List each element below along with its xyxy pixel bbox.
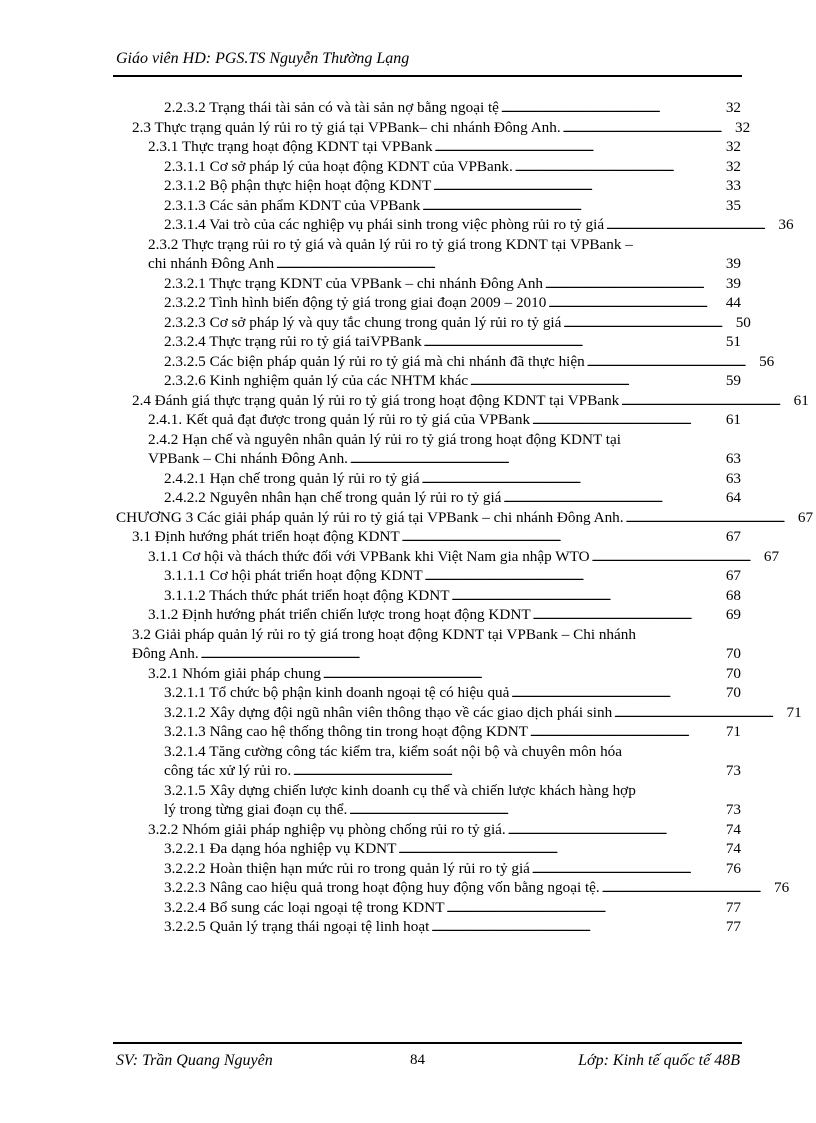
toc-entry-page: 59 [725, 372, 741, 389]
toc-entry-page: 67 [797, 508, 814, 526]
toc-entry-title: 2.3.1.1 Cơ sở pháp lý của hoạt động KDNT của VPBank. [164, 157, 513, 175]
toc-entry-page: 73 [725, 762, 741, 779]
toc-entry-page: 68 [725, 586, 741, 604]
toc-entry-page: 70 [725, 684, 741, 701]
toc-entry[interactable] [116, 917, 741, 937]
toc-entry[interactable] [116, 215, 794, 235]
toc-leader-dots [530, 722, 711, 744]
header-divider [113, 75, 742, 77]
toc-entry[interactable] [116, 98, 741, 118]
toc-leader-dots [533, 605, 711, 627]
toc-leader-dots [398, 839, 711, 861]
toc-entry-title: 3.2.1.4 Tăng cường công tác kiểm tra, kiểm soát nội bộ và chuyên môn hóa [164, 742, 622, 760]
toc-entry-title: 2.3.2 Thực trạng rủi ro tỷ giá và quản lý rủi ro tỷ giá trong KDNT tại VPBank – [148, 235, 633, 253]
toc-entry-page: 70 [725, 664, 741, 682]
toc-entry-title: 3.1 Định hướng phát triển hoạt động KDNT [132, 528, 400, 545]
toc-entry[interactable] [116, 547, 780, 567]
toc-leader-dots [587, 352, 745, 374]
toc-entry[interactable] [116, 332, 741, 352]
toc-leader-dots [614, 703, 772, 725]
toc-leader-dots [606, 215, 764, 237]
toc-entry-title: 2.3.2.3 Cơ sở pháp lý và quy tắc chung trong quản lý rủi ro tỷ giá [164, 313, 562, 331]
toc-entry-title: CHƯƠNG 3 Các giải pháp quản lý rủi ro tỷ giá tại VPBank – chi nhánh Đông Anh. [116, 508, 624, 526]
toc-entry-page: 73 [725, 801, 741, 818]
toc-entry-title: 2.3.2.2 Tình hình biến động tỷ giá trong giai đoạn 2009 – 2010 [164, 294, 547, 311]
toc-entry-page: 76 [725, 859, 741, 877]
toc-entry-page: 77 [725, 918, 741, 935]
toc-leader-dots [503, 488, 711, 510]
toc-entry[interactable] [116, 410, 741, 430]
toc-entry[interactable] [116, 469, 741, 489]
footer-divider [113, 1042, 742, 1044]
toc-leader-dots [501, 98, 711, 120]
toc-entry[interactable] [116, 605, 741, 625]
toc-leader-dots [626, 508, 784, 530]
toc-leader-dots [422, 196, 711, 218]
toc-entry-title: 2.2.3.2 Trạng thái tài sản có và tài sản nợ bằng ngoại tệ [164, 99, 499, 116]
toc-entry[interactable] [116, 664, 741, 684]
toc-entry[interactable] [116, 839, 741, 859]
toc-entry-title: 3.1.1.2 Thách thức phát triển hoạt động KDNT [164, 586, 450, 604]
toc-entry-page: 32 [725, 157, 741, 175]
toc-entry-title: 2.3.2.6 Kinh nghiệm quản lý của các NHTM khác [164, 372, 469, 389]
toc-entry-title: 3.2 Giải pháp quản lý rủi ro tỷ giá trong hoạt động KDNT tại VPBank – Chi nhánh [132, 625, 636, 643]
toc-entry-page: 67 [725, 567, 741, 584]
toc-entry-page: 63 [725, 450, 741, 467]
toc-entry[interactable] [116, 488, 741, 508]
toc-entry[interactable] [116, 352, 775, 372]
toc-leader-dots [621, 391, 779, 413]
toc-entry-page: 67 [725, 528, 741, 545]
toc-entry-page: 56 [759, 352, 775, 370]
toc-leader-dots [548, 293, 711, 315]
toc-entry-page: 63 [725, 469, 741, 487]
toc-entry-title: 2.4.1. Kết quả đạt được trong quản lý rủi ro tỷ giá của VPBank [148, 411, 531, 428]
toc-leader-dots [422, 469, 711, 491]
toc-entry-page: 61 [725, 411, 741, 428]
toc-leader-dots [470, 371, 711, 393]
toc-entry[interactable] [116, 196, 741, 216]
toc-entry-title: 3.2.1.1 Tổ chức bộ phận kinh doanh ngoại tệ có hiệu quả [164, 684, 510, 701]
toc-entry[interactable] [116, 293, 741, 313]
toc-entry-title: 3.2.1.5 Xây dựng chiến lược kinh doanh cụ thể và chiến lược khách hàng hợp [164, 781, 636, 799]
toc-entry-title: 3.2.1 Nhóm giải pháp chung [148, 664, 321, 682]
toc-leader-dots [532, 859, 711, 881]
toc-entry[interactable] [116, 781, 741, 820]
toc-entry-title: 2.3.1.2 Bộ phận thực hiện hoạt động KDNT [164, 177, 432, 194]
toc-leader-dots [563, 313, 721, 335]
toc-entry[interactable] [116, 820, 741, 840]
toc-entry-title: 3.2.2.5 Quản lý trạng thái ngoại tệ linh hoạt [164, 918, 430, 935]
toc-entry[interactable] [116, 898, 741, 918]
toc-entry[interactable] [116, 508, 814, 528]
toc-leader-dots [532, 410, 711, 432]
toc-entry-page: 50 [735, 313, 751, 331]
toc-entry-title: 3.2.2.2 Hoàn thiện hạn mức rủi ro trong quản lý rủi ro tỷ giá [164, 859, 530, 877]
toc-entry[interactable] [116, 118, 751, 138]
toc-entry-title: 3.2.2.4 Bổ sung các loại ngoại tệ trong KDNT [164, 898, 445, 916]
toc-entry-title: 3.2.2.1 Đa dạng hóa nghiệp vụ KDNT [164, 840, 397, 857]
toc-leader-dots [276, 254, 711, 276]
toc-leader-dots [435, 137, 711, 159]
toc-entry-page: 70 [725, 645, 741, 662]
toc-entry-page: 39 [725, 255, 741, 272]
toc-leader-dots [602, 878, 760, 900]
toc-leader-dots [424, 332, 711, 354]
toc-entry-title: 2.4 Đánh giá thực trạng quản lý rủi ro tỷ giá trong hoạt động KDNT tại VPBank [132, 391, 620, 409]
footer-page-number: 84 [410, 1052, 425, 1068]
toc-leader-dots [349, 800, 711, 822]
toc-entry-page: 51 [725, 333, 741, 350]
toc-entry-title-continued: chi nhánh Đông Anh [148, 255, 275, 272]
toc-entry-title: 2.3.1.4 Vai trò của các nghiệp vụ phái sinh trong việc phòng rủi ro tỷ giá [164, 216, 605, 233]
toc-entry-title: 3.1.1.1 Cơ hội phát triển hoạt động KDNT [164, 567, 423, 584]
toc-entry-page: 61 [793, 391, 809, 409]
toc-entry-title: 2.3.2.4 Thực trạng rủi ro tỷ giá taiVPBank [164, 333, 422, 350]
toc-entry[interactable] [116, 176, 741, 196]
toc-entry-page: 74 [725, 840, 741, 857]
toc-entry[interactable] [116, 703, 802, 723]
toc-entry[interactable] [116, 625, 741, 664]
toc-entry-title: 3.1.2 Định hướng phát triển chiến lược trong hoạt động KDNT [148, 606, 531, 623]
toc-entry-title: 2.3.1 Thực trạng hoạt động KDNT tại VPBank [148, 138, 433, 155]
toc-entry-page: 33 [725, 177, 741, 194]
toc-entry-page: 74 [725, 820, 741, 838]
toc-entry-title: 3.2.2.3 Nâng cao hiệu quả trong hoạt động huy động vốn bằng ngoại tệ. [164, 879, 600, 896]
toc-leader-dots [511, 683, 711, 705]
toc-leader-dots [447, 898, 712, 920]
toc-entry-title-continued: VPBank – Chi nhánh Đông Anh. [148, 450, 348, 467]
toc-entry-title: 2.3.2.1 Thực trạng KDNT của VPBank – chi nhánh Đông Anh [164, 274, 544, 292]
toc-entry-title: 2.3.1.3 Các sản phẩm KDNT của VPBank [164, 196, 421, 214]
toc-leader-dots [592, 547, 750, 569]
toc-entry-title: 3.2.2 Nhóm giải pháp nghiệp vụ phòng chống rủi ro tỷ giá. [148, 820, 506, 838]
toc-entry-page: 69 [725, 606, 741, 623]
toc-entry-page: 76 [774, 879, 790, 896]
toc-entry[interactable] [116, 566, 741, 586]
toc-leader-dots [515, 157, 711, 179]
toc-leader-dots [545, 274, 711, 296]
toc-entry-title: 2.4.2.1 Hạn chế trong quản lý rủi ro tỷ giá [164, 469, 420, 487]
toc-entry-page: 35 [725, 196, 741, 214]
toc-entry[interactable] [116, 527, 741, 547]
toc-entry-title: 2.4.2 Hạn chế và nguyên nhân quản lý rủi ro tỷ giá trong hoạt động KDNT tại [148, 430, 621, 448]
toc-entry-page: 71 [786, 703, 802, 721]
toc-entry[interactable] [116, 391, 809, 411]
toc-entry-title-continued: lý trong từng giai đoạn cụ thể. [164, 801, 348, 818]
toc-entry-title: 3.2.1.3 Nâng cao hệ thống thông tin trong hoạt động KDNT [164, 723, 529, 740]
toc-leader-dots [433, 176, 711, 198]
toc-entry[interactable] [116, 586, 741, 606]
toc-entry-title: 2.4.2.2 Nguyên nhân hạn chế trong quản lý rủi ro tỷ giá [164, 489, 502, 506]
toc-entry[interactable] [116, 722, 741, 742]
toc-entry-title: 2.3 Thực trạng quản lý rủi ro tỷ giá tại VPBank– chi nhánh Đông Anh. [132, 118, 561, 136]
toc-entry-title-continued: Đông Anh. [132, 645, 199, 662]
toc-entry[interactable] [116, 157, 741, 177]
toc-entry[interactable] [116, 371, 741, 391]
toc-leader-dots [431, 917, 711, 939]
toc-entry[interactable] [116, 235, 741, 274]
toc-entry-page: 77 [725, 898, 741, 916]
toc-entry-page: 64 [725, 489, 741, 506]
toc-entry-page: 44 [725, 294, 741, 311]
toc-leader-dots [563, 118, 721, 140]
toc-leader-dots [201, 644, 711, 666]
toc-entry-page: 32 [734, 118, 751, 136]
toc-entry[interactable] [116, 274, 741, 294]
toc-entry-page: 67 [763, 547, 780, 565]
toc-entry-page: 71 [725, 723, 741, 740]
toc-entry[interactable] [116, 313, 751, 333]
toc-entry-title: 3.2.1.2 Xây dựng đội ngũ nhân viên thông thạo về các giao dịch phái sinh [164, 703, 613, 721]
toc-entry-page: 32 [725, 138, 741, 155]
toc-entry[interactable] [116, 430, 741, 469]
toc-entry[interactable] [116, 683, 741, 703]
toc-entry-page: 32 [725, 99, 741, 116]
footer-class: Lớp: Kinh tế quốc tế 48B [578, 1052, 740, 1069]
toc-entry-page: 36 [778, 216, 794, 233]
toc-entry[interactable] [116, 137, 741, 157]
toc-leader-dots [425, 566, 711, 588]
toc-leader-dots [350, 449, 711, 471]
toc-entry[interactable] [116, 859, 741, 879]
page-header: Giáo viên HD: PGS.TS Nguyễn Thường Lạng [116, 50, 410, 67]
toc-entry-title-continued: công tác xử lý rủi ro. [164, 762, 292, 779]
toc-entry[interactable] [116, 878, 790, 898]
toc-leader-dots [402, 527, 711, 549]
toc-leader-dots [293, 761, 711, 783]
toc-entry[interactable] [116, 742, 741, 781]
toc-leader-dots [508, 820, 711, 842]
toc-leader-dots [323, 664, 711, 686]
footer-student: SV: Trần Quang Nguyên [116, 1052, 273, 1069]
table-of-contents [116, 98, 814, 937]
toc-entry-title: 3.1.1 Cơ hội và thách thức đối với VPBank khi Việt Nam gia nhập WTO [148, 547, 590, 565]
toc-entry-page: 39 [725, 274, 741, 292]
toc-leader-dots [452, 586, 712, 608]
toc-entry-title: 2.3.2.5 Các biện pháp quản lý rủi ro tỷ giá mà chi nhánh đã thực hiện [164, 352, 585, 370]
